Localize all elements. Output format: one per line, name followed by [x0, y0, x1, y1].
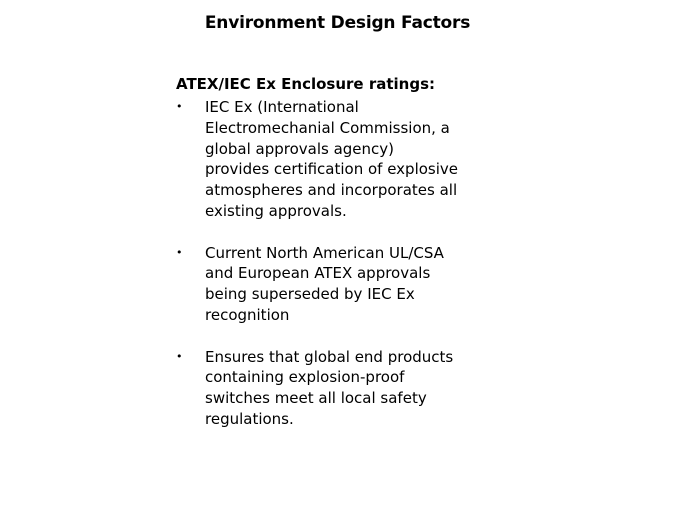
slide-content — [176, 74, 516, 430]
bullet-text-line: being superseded by IEC Ex — [205, 285, 415, 304]
bullet-text-line: Electromechanial Commission, a — [205, 118, 450, 137]
bullet-text-line: regulations. — [205, 409, 294, 428]
bullet-text-line: provides certification of explosive — [205, 160, 459, 179]
bullet-text-line: existing approvals. — [205, 201, 347, 220]
bullet-icon: • — [176, 245, 183, 259]
bullet-text-line: IEC Ex (International — [205, 98, 359, 116]
bullet-text-line: switches meet all local safety — [205, 389, 427, 408]
bullet-text-line: containing explosion-proof — [205, 368, 405, 387]
bullet-text-line: atmospheres and incorporates all — [205, 181, 458, 200]
bullet-text-line: global approvals agency) — [205, 139, 395, 158]
bullet-text-line: recognition — [205, 305, 290, 324]
bullet-list — [176, 97, 516, 430]
bullet-icon: • — [176, 349, 183, 363]
bullet-text-line: Current North American UL/CSA — [205, 243, 444, 262]
bullet-icon: • — [176, 100, 183, 113]
bullet-item-iec-ex — [176, 97, 516, 222]
bullet-text-line: Ensures that global end products — [205, 347, 454, 366]
slide-title: Environment Design Factors — [204, 13, 471, 33]
bullet-item-ul-csa-atex — [176, 243, 516, 326]
bullet-text-line: and European ATEX approvals — [205, 264, 431, 283]
bullet-item-global-products — [176, 347, 516, 430]
section-heading: ATEX/IEC Ex Enclosure ratings: — [176, 75, 436, 93]
